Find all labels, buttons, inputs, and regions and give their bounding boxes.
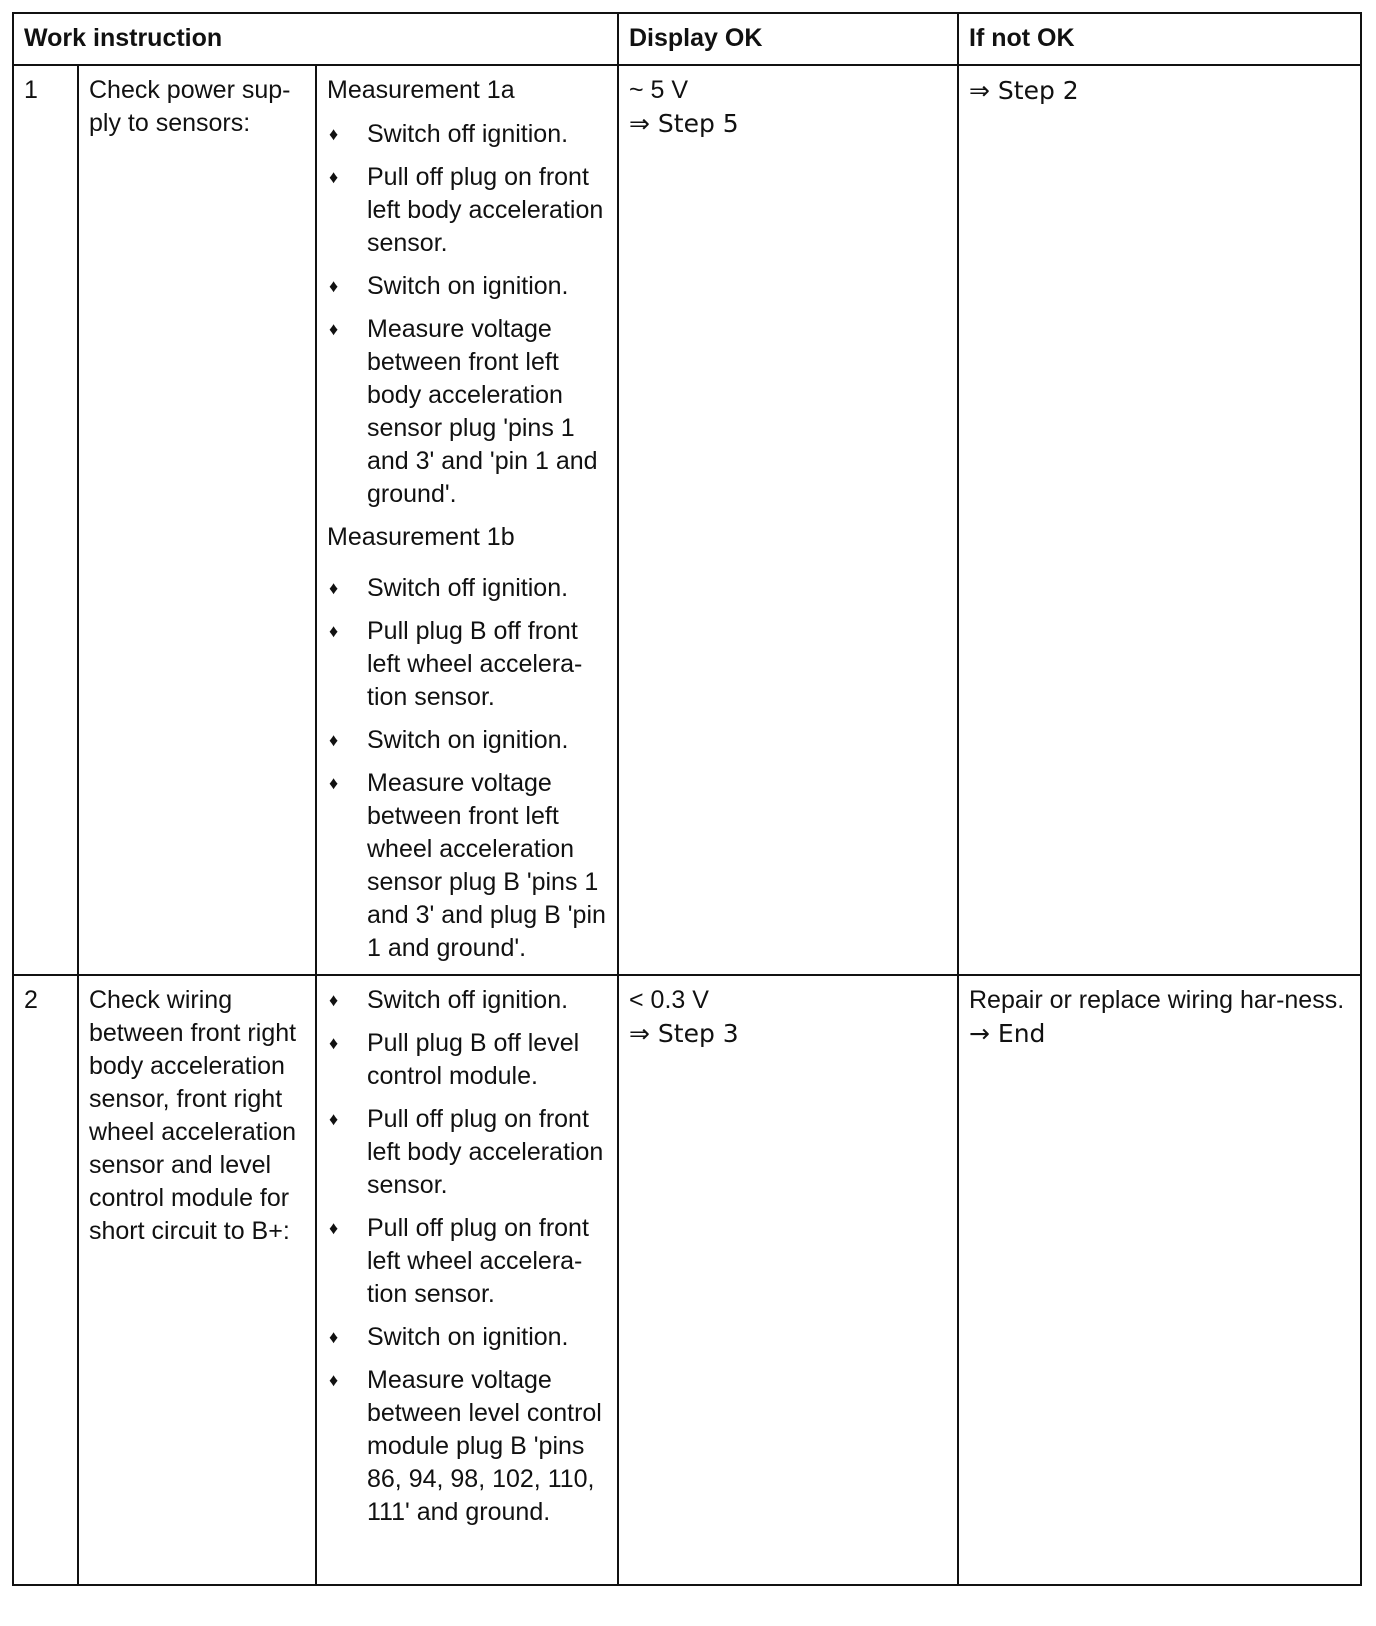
table-header-row	[13, 13, 1361, 65]
table-row-step-1	[13, 65, 1361, 975]
if-not-ok-cell	[958, 975, 1361, 1585]
diamond-bullet-icon: ♦	[329, 773, 339, 793]
diamond-bullet-icon: ♦	[329, 730, 339, 750]
diamond-bullet-icon: ♦	[329, 578, 339, 598]
list-item	[327, 270, 609, 303]
header-display-ok: Display OK	[618, 13, 958, 65]
diamond-bullet-icon: ♦	[329, 1370, 339, 1390]
measurement-title: Measurement 1b	[327, 523, 515, 551]
instruction-text: Switch on ignition.	[367, 726, 569, 754]
display-ok-next-step: ⇒ Step 5	[629, 109, 739, 138]
diamond-bullet-icon: ♦	[329, 167, 339, 187]
diamond-bullet-icon: ♦	[329, 319, 339, 339]
instruction-text: Pull plug B off level control module.	[367, 1029, 580, 1090]
diamond-bullet-icon: ♦	[329, 621, 339, 641]
check-description: Check wiring between front right body acceleration sensor, front right wheel acceleration sensor and level control module for short circuit to B+:	[78, 975, 316, 1585]
instruction-cell	[316, 65, 618, 975]
check-description-line-1: Check power sup-	[89, 76, 291, 104]
instruction-text: Switch on ignition.	[367, 272, 569, 300]
instruction-cell	[316, 975, 618, 1585]
list-item	[327, 1027, 609, 1093]
instruction-text: Switch off ignition.	[367, 574, 569, 602]
list-item	[327, 313, 609, 511]
instruction-text: Measure voltage between front left wheel acceleration sensor plug B 'pins 1 and 3' and plug B 'pin 1 and ground'.	[367, 769, 606, 962]
instruction-text: Switch off ignition.	[367, 120, 569, 148]
instruction-text: Switch off ignition.	[367, 986, 569, 1014]
if-not-ok-text: Repair or replace wiring har-ness.	[969, 986, 1345, 1014]
list-item	[327, 615, 609, 714]
display-ok-value: ~ 5 V	[629, 76, 689, 104]
if-not-ok-cell	[958, 65, 1361, 975]
step-number: 2	[13, 975, 78, 1585]
list-item	[327, 1103, 609, 1202]
list-item	[327, 1321, 609, 1354]
table-row-step-2	[13, 975, 1361, 1585]
display-ok-next-step: ⇒ Step 3	[629, 1019, 739, 1048]
instruction-list	[327, 984, 609, 1529]
diamond-bullet-icon: ♦	[329, 1327, 339, 1347]
diamond-bullet-icon: ♦	[329, 276, 339, 296]
list-item	[327, 572, 609, 605]
instruction-list	[327, 118, 609, 511]
if-not-ok-next-step: → End	[969, 1019, 1046, 1048]
instruction-text: Measure voltage between level control module plug B 'pins 86, 94, 98, 102, 110, 111' and ground.	[367, 1366, 602, 1526]
diamond-bullet-icon: ♦	[329, 1109, 339, 1129]
instruction-text: Pull off plug on front left body acceleration sensor.	[367, 1105, 604, 1199]
instruction-text: Measure voltage between front left body acceleration sensor plug 'pins 1 and 3' and 'pin 1 and ground'.	[367, 315, 598, 508]
work-instruction-document	[12, 12, 1360, 1586]
header-work-instruction: Work instruction	[13, 13, 618, 65]
instruction-text: Switch on ignition.	[367, 1323, 569, 1351]
display-ok-cell	[618, 975, 958, 1585]
list-item	[327, 161, 609, 260]
check-description-line-2: ply to sensors:	[89, 109, 251, 137]
instruction-text: Pull off plug on front left body acceleration sensor.	[367, 163, 604, 257]
diamond-bullet-icon: ♦	[329, 124, 339, 144]
measurement-title: Measurement 1a	[327, 76, 515, 104]
instruction-text: Pull off plug on front left wheel accelera-tion sensor.	[367, 1214, 589, 1308]
diamond-bullet-icon: ♦	[329, 1033, 339, 1053]
step-number: 1	[13, 65, 78, 975]
instruction-list	[327, 572, 609, 965]
work-instruction-table	[12, 12, 1362, 1586]
list-item	[327, 984, 609, 1017]
display-ok-value: < 0.3 V	[629, 986, 709, 1014]
list-item	[327, 1212, 609, 1311]
display-ok-cell	[618, 65, 958, 975]
if-not-ok-next-step: ⇒ Step 2	[969, 76, 1079, 105]
diamond-bullet-icon: ♦	[329, 990, 339, 1010]
list-item	[327, 1364, 609, 1529]
header-if-not-ok: If not OK	[958, 13, 1361, 65]
diamond-bullet-icon: ♦	[329, 1218, 339, 1238]
list-item	[327, 118, 609, 151]
instruction-text: Pull plug B off front left wheel accelera-tion sensor.	[367, 617, 583, 711]
list-item	[327, 767, 609, 965]
check-description	[78, 65, 316, 975]
list-item	[327, 724, 609, 757]
